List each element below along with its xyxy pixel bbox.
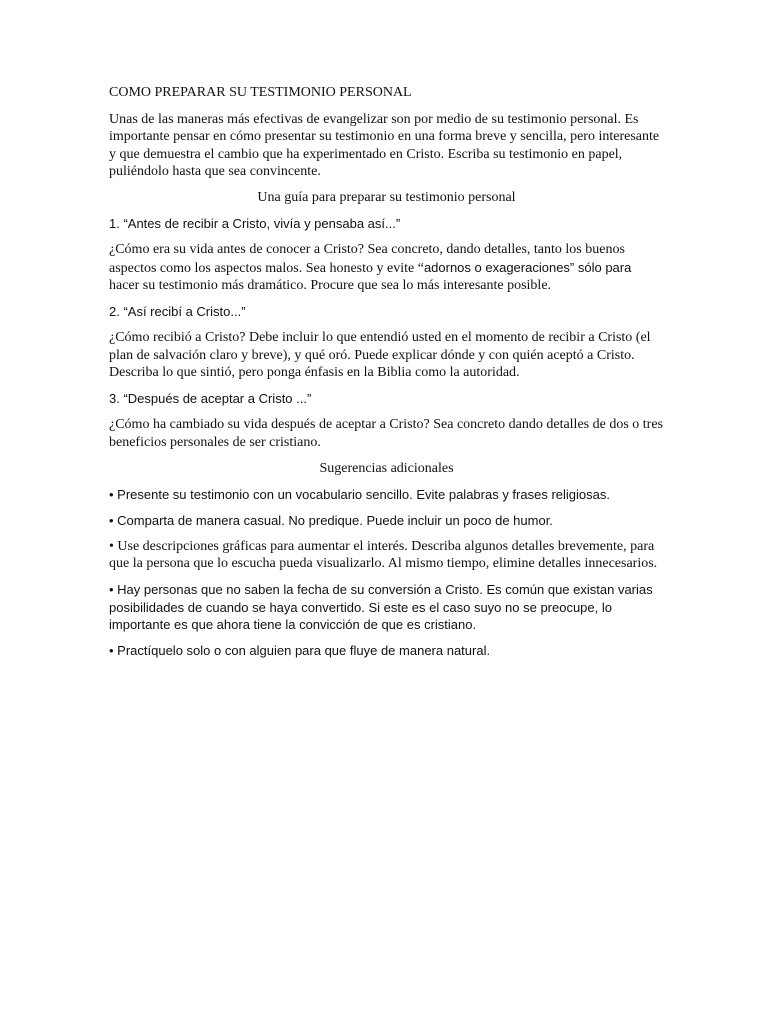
suggestions-heading: Sugerencias adicionales <box>319 460 454 476</box>
step-2-body: ¿Cómo recibió a Cristo? Debe incluir lo que entendió usted en el momento de recibir a Cristo (el plan de salvación claro y breve), y qué oró. Puede explicar dónde y con quién aceptó a Cristo. Describa lo que sintió, pero ponga énfasis en la Biblia como la autoridad. <box>109 330 651 380</box>
suggestion-item: • Practíquelo solo o con alguien para que fluye de manera natural. <box>109 643 491 658</box>
suggestion-item: • Comparta de manera casual. No predique. Puede incluir un poco de humor. <box>109 512 553 528</box>
suggestion-item: • Use descripciones gráficas para aumentar el interés. Describa algunos detalles brevemente, para que la persona que lo escucha pueda visualizarlo. Al mismo tiempo, elimine detalles innecesarios. <box>109 538 658 571</box>
document-body <box>109 84 664 668</box>
step-1-body-part2: adornos o exageraciones” sólo para <box>423 259 632 275</box>
guide-heading: Una guía para preparar su testimonio personal <box>257 190 516 205</box>
document-title: COMO PREPARAR SU TESTIMONIO PERSONAL <box>109 85 412 100</box>
suggestion-item: • Hay personas que no saben la fecha de su conversión a Cristo. Es común que existan varias posibilidades de cuando se haya convertido. Si este es el caso suyo no se preocupe, lo importante es que ahora tiene la convicción de que es cristiano. <box>109 582 653 632</box>
suggestion-item: • Presente su testimonio con un vocabulario sencillo. Evite palabras y frases religiosas. <box>109 486 610 502</box>
step-3-heading: 3. “Después de aceptar a Cristo ...” <box>109 391 312 406</box>
step-2-heading: 2. “Así recibí a Cristo...” <box>109 304 246 319</box>
step-1-body <box>109 241 664 295</box>
step-1-body-part1: ¿Cómo era su vida antes de conocer a Cristo? Sea concreto, dando detalles, tanto los buenos aspectos como los aspectos malos. Sea honesto y evite “ <box>109 242 625 276</box>
intro-paragraph: Unas de las maneras más efectivas de evangelizar son por medio de su testimonio personal. Es importante pensar en cómo presentar su testimonio en una forma breve y sencilla, pero interesante y que demuestra el cambio que ha experimentado en Cristo. Escriba su testimonio en papel, puliéndolo hasta que sea convincente. <box>109 111 660 179</box>
step-1-heading: 1. “Antes de recibir a Cristo, vivía y pensaba así...” <box>109 216 401 231</box>
step-3-body: ¿Cómo ha cambiado su vida después de aceptar a Cristo? Sea concreto dando detalles de dos o tres beneficios personales de ser cristiano. <box>109 417 663 450</box>
step-1-body-part3: hacer su testimonio más dramático. Procure que sea lo más interesante posible. <box>109 278 552 293</box>
